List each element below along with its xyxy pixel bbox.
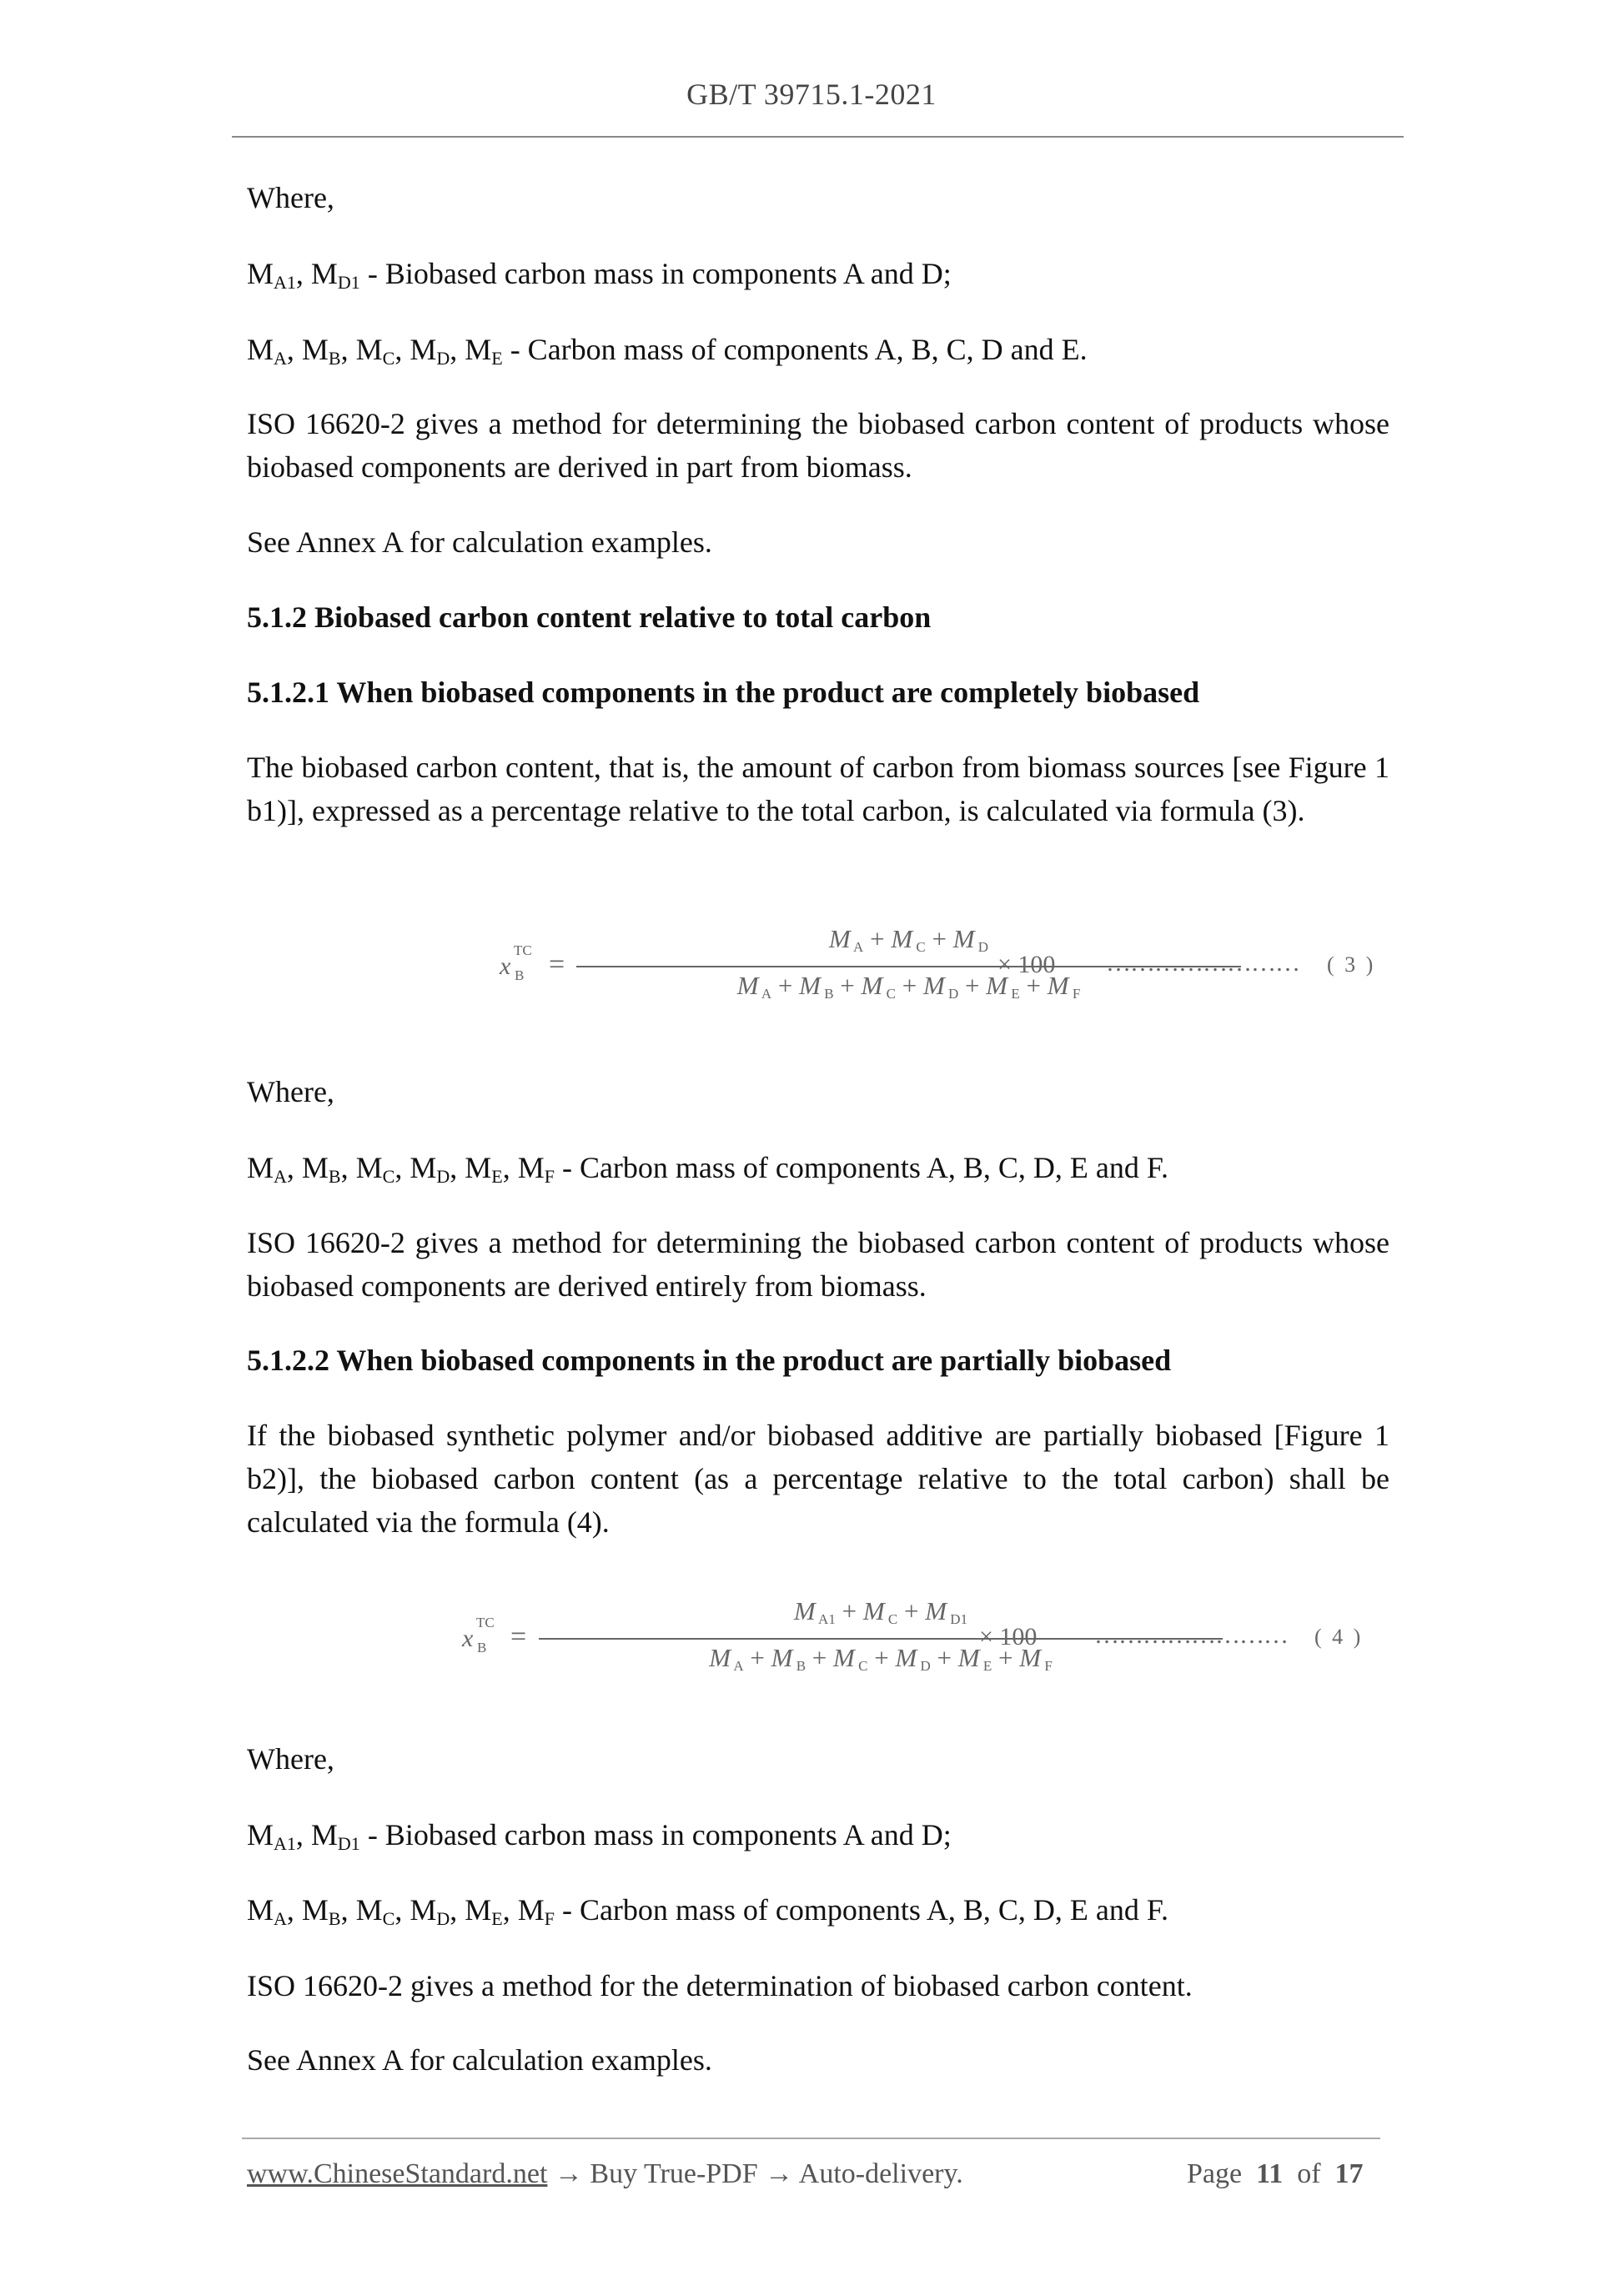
header-divider <box>232 136 1404 138</box>
formula-3-multiplier: × 100 <box>997 951 1056 978</box>
iso-paragraph-2: ISO 16620-2 gives a method for determining the biobased carbon content of products whose biobased components are derived entirely from biomass. <box>247 1226 1389 1303</box>
iso-paragraph-3: ISO 16620-2 gives a method for the determination of biobased carbon content. <box>247 1969 1193 2002</box>
formula-4-numerator: M A1 + M C + M D1 <box>793 1596 968 1627</box>
formula-4-lhs: x TC B <box>462 1615 495 1655</box>
formula-3-leader-dots: …………………… <box>1106 949 1299 977</box>
definition-carbon-mass-3: $M_A$, $M_B$, $M_C$, $M_D$, $M_E$, $M_F$ - Carbon mass of components A, B, C, D, E and F. <box>247 1893 1169 1929</box>
page-number: Page 11 of 17 <box>1187 2158 1364 2189</box>
definition-carbon-mass-2: $M_A$, $M_B$, $M_C$, $M_D$, $M_E$, $M_F$ - Carbon mass of components A, B, C, D, E and F. <box>247 1151 1169 1187</box>
annex-reference-3: See Annex A for calculation examples. <box>247 2043 712 2077</box>
var-list: $M_A$, $M_B$, $M_C$, $M_D$, $M_E$ <box>247 333 503 369</box>
var-list: $M_A$, $M_B$, $M_C$, $M_D$, $M_E$, $M_F$ <box>247 1151 555 1187</box>
formula-4-number: ( 4 ) <box>1314 1625 1364 1649</box>
arrow-right-icon: → <box>757 2158 799 2189</box>
formula-3-denominator: M A + M B + M C + M D + M E + M F <box>736 971 1081 1002</box>
website-link[interactable]: www.ChineseStandard.net <box>247 2158 548 2189</box>
var-list: $M_A$, $M_B$, $M_C$, $M_D$, $M_E$, $M_F$ <box>247 1893 555 1929</box>
heading-5-1-2-2: 5.1.2.2 When biobased components in the product are partially biobased <box>247 1344 1172 1377</box>
annex-reference-1: See Annex A for calculation examples. <box>247 525 712 559</box>
total-pages: 17 <box>1334 2158 1364 2189</box>
arrow-right-icon: → <box>547 2158 590 2189</box>
current-page: 11 <box>1256 2158 1284 2189</box>
iso-paragraph-1: ISO 16620-2 gives a method for determining the biobased carbon content of products whose biobased components are derived in part from biomass. <box>247 407 1389 484</box>
formula-3-number: ( 3 ) <box>1327 952 1376 977</box>
where-label-1: Where, <box>247 181 334 214</box>
heading-5-1-2: 5.1.2 Biobased carbon content relative to total carbon <box>247 600 932 634</box>
buy-pdf-text: Buy True-PDF <box>590 2158 758 2189</box>
formula-4-equals: = <box>510 1621 527 1652</box>
formula-3 <box>247 924 1389 1007</box>
var-list: $M_{A1}$, $M_{D1}$ <box>247 1818 360 1854</box>
formula-4 <box>247 1596 1389 1680</box>
heading-5-1-2-1: 5.1.2.1 When biobased components in the product are completely biobased <box>247 676 1200 709</box>
formula-3-equals: = <box>549 949 565 980</box>
footer-divider <box>242 2138 1380 2139</box>
where-label-3: Where, <box>247 1742 334 1776</box>
footer-promo <box>247 2158 963 2190</box>
where-label-2: Where, <box>247 1075 334 1108</box>
var-list: $M_{A1}$, $M_{D1}$ <box>247 257 360 293</box>
formula-4-leader-dots: …………………… <box>1094 1621 1288 1649</box>
page-header: GB/T 39715.1-2021 <box>686 78 937 111</box>
formula-4-multiplier: × 100 <box>979 1623 1038 1650</box>
body-5-1-2-1: The biobased carbon content, that is, the amount of carbon from biomass sources [see Figure 1 b1)], expressed as a percentage relative to the total carbon, is calculated via formula (3). <box>247 751 1389 827</box>
formula-3-numerator: M A + M C + M D <box>828 924 989 955</box>
formula-4-denominator: M A + M B + M C + M D + M E + M F <box>709 1643 1053 1674</box>
body-5-1-2-2: If the biobased synthetic polymer and/or biobased additive are partially biobased [Figure 1 b2)], the biobased carbon content (as a percentage relative to the total carbon) shall be calculated via the formula (4). <box>247 1419 1389 1539</box>
auto-delivery-text: Auto-delivery. <box>798 2158 963 2189</box>
formula-3-lhs: x TC B <box>500 942 532 983</box>
definition-biobased-mass-1: $M_{A1}$, $M_{D1}$ - Biobased carbon mass in components A and D; <box>247 257 952 293</box>
definition-biobased-mass-3: $M_{A1}$, $M_{D1}$ - Biobased carbon mass in components A and D; <box>247 1818 952 1854</box>
definition-carbon-mass-1: $M_A$, $M_B$, $M_C$, $M_D$, $M_E$ - Carbon mass of components A, B, C, D and E. <box>247 333 1088 369</box>
